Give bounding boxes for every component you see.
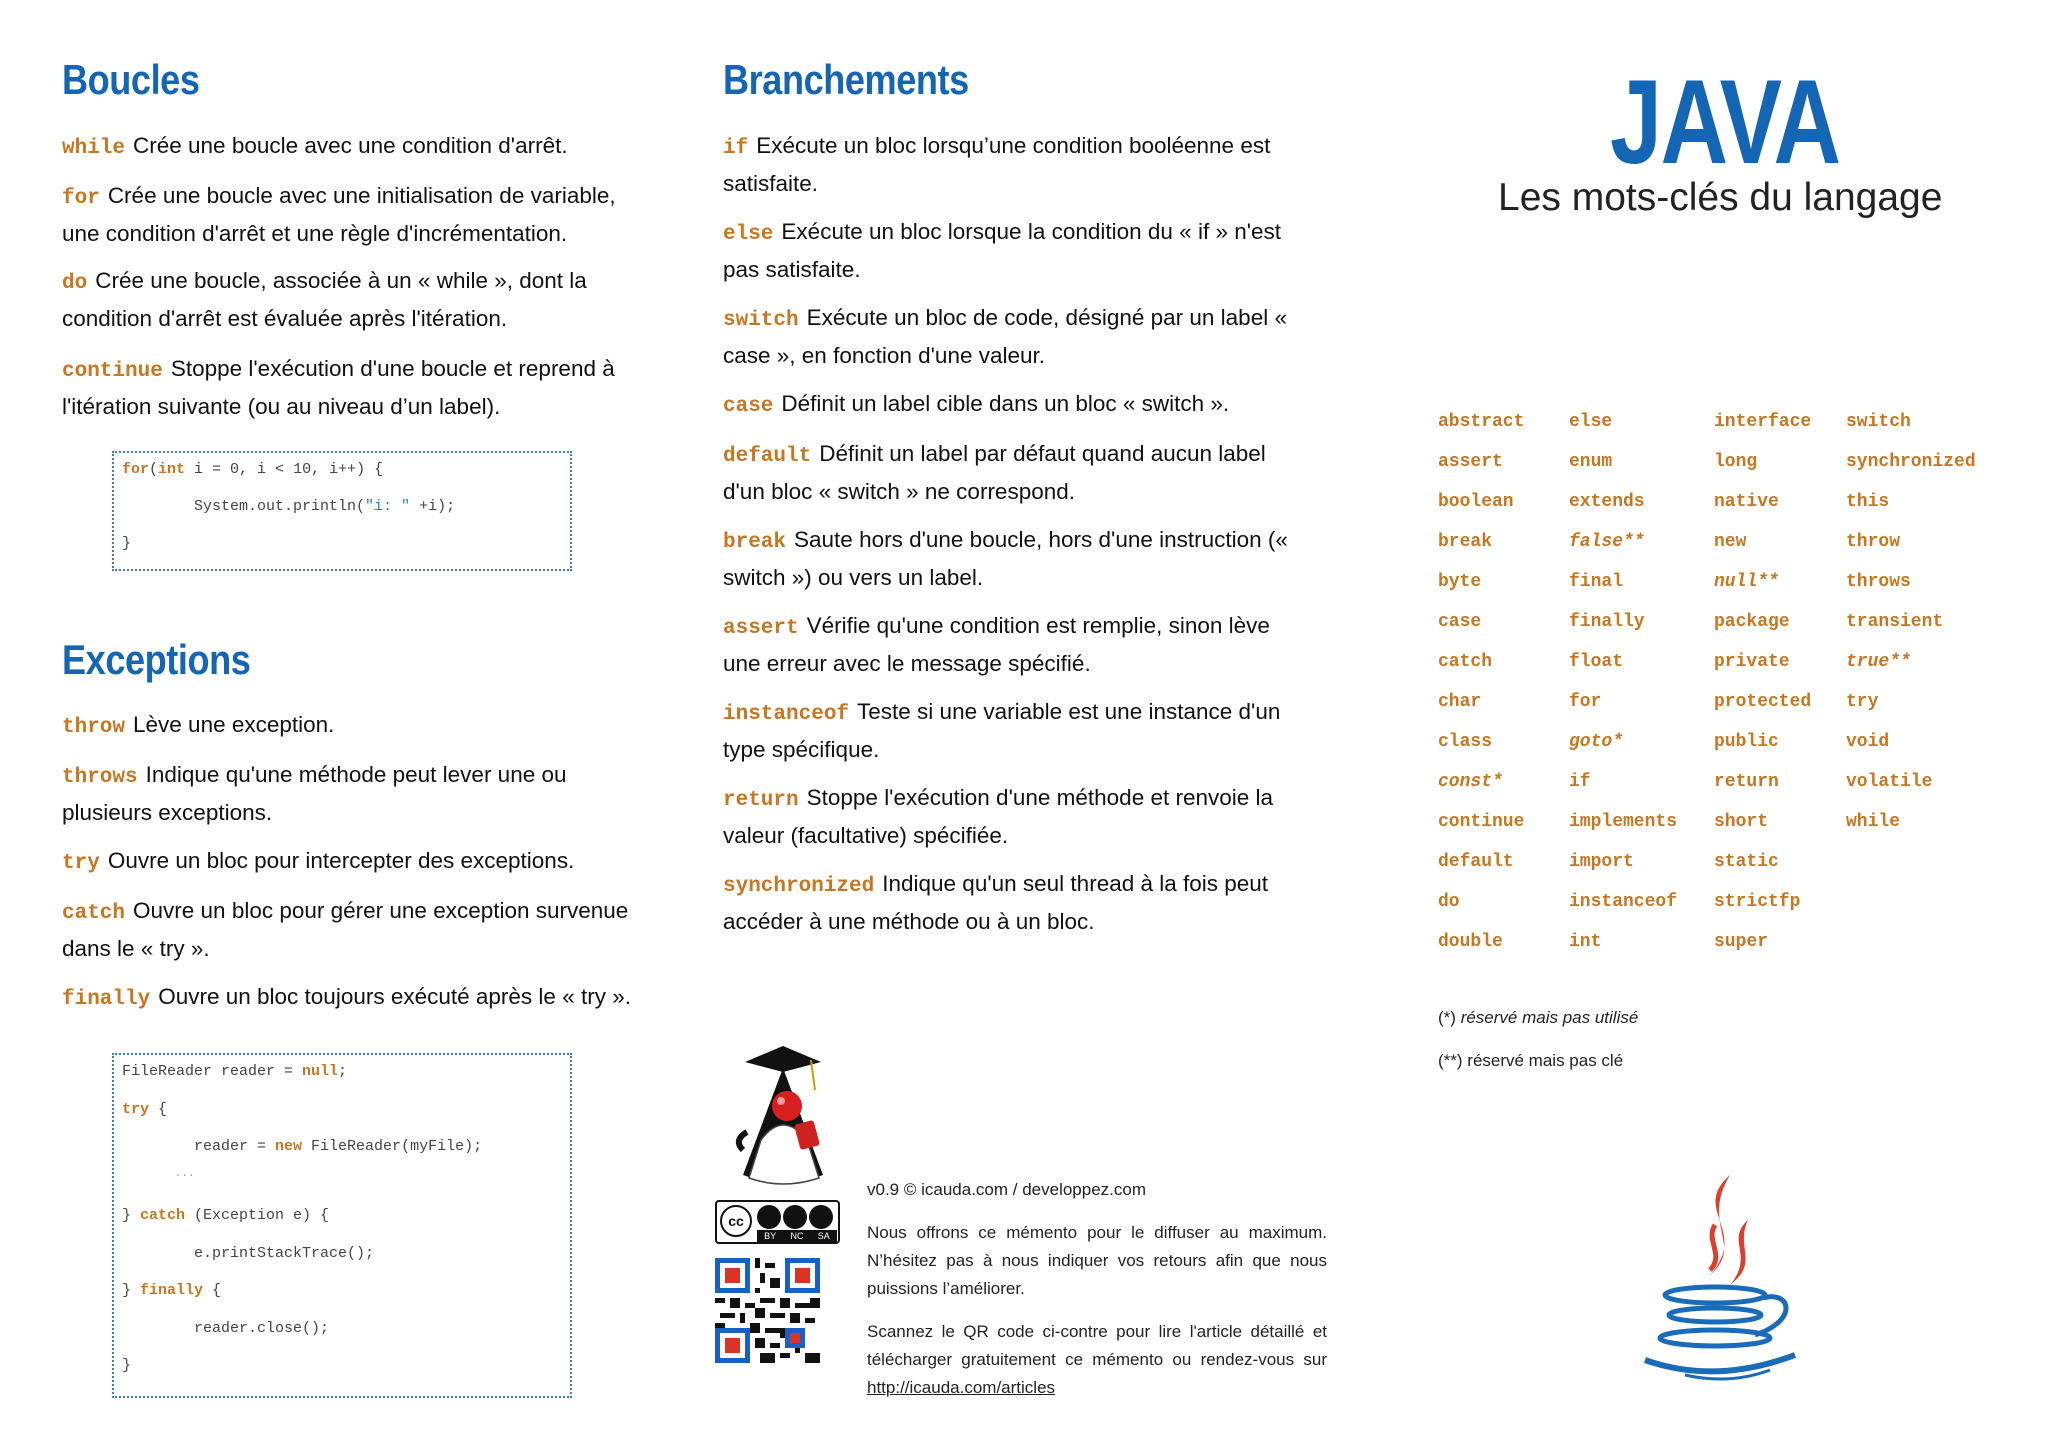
keyword-cell: for	[1569, 692, 1602, 712]
code-line: e.printStackTrace();	[122, 1245, 375, 1262]
keyword: catch	[62, 902, 126, 925]
entry-text: Ouvre un bloc toujours exécuté après le « try ».	[158, 984, 631, 1009]
keyword: assert	[723, 617, 799, 640]
keyword-cell: implements	[1569, 812, 1678, 832]
keyword: break	[723, 531, 787, 554]
keyword-cell: catch	[1438, 652, 1493, 672]
entry-text: Ouvre un bloc pour gérer une exception survenue dans le « try ».	[62, 898, 629, 961]
entry-text: Teste si une variable est une instance d'un type spécifique.	[723, 699, 1281, 762]
entry-text: Crée une boucle avec une initialisation de variable, une condition d'arrêt et une règle d'incrémentation.	[62, 183, 616, 246]
page-title: JAVA	[1610, 55, 1840, 189]
keyword-cell: final	[1569, 572, 1624, 592]
page-subtitle: Les mots-clés du langage	[1498, 176, 1943, 219]
keyword-cell: byte	[1438, 572, 1482, 592]
footnote-mark: (*)	[1438, 1008, 1456, 1027]
keyword-cell: enum	[1569, 452, 1613, 472]
entry-for	[62, 178, 642, 251]
cc-label-by: BY	[764, 1231, 777, 1241]
keyword-cell: void	[1846, 732, 1890, 752]
keyword: finally	[62, 988, 151, 1011]
keyword: if	[723, 137, 749, 160]
keyword: for	[62, 187, 100, 210]
cc-license-badge	[715, 1200, 840, 1244]
keyword-cell: else	[1569, 412, 1613, 432]
cc-label-sa: SA	[817, 1231, 830, 1241]
entry-text: Stoppe l'exécution d'une méthode et renvoie la valeur (facultative) spécifiée.	[723, 785, 1274, 848]
java-coffee-cup-icon	[1630, 1170, 1805, 1390]
keyword: try	[62, 852, 100, 875]
keyword-cell: false**	[1569, 532, 1645, 552]
by-icon	[757, 1205, 781, 1229]
entry-do	[62, 263, 622, 336]
keyword-cell: interface	[1714, 412, 1812, 432]
keyword: while	[62, 137, 126, 160]
entry-throw	[62, 707, 662, 745]
keyword: default	[723, 445, 812, 468]
entry-case	[723, 386, 1308, 424]
keyword-cell: extends	[1569, 492, 1645, 512]
credits-paragraph-1: Nous offrons ce mémento pour le diffuser au maximum. N’hésitez pas à nous indiquer vos retours afin que nous puissions l’améliorer.	[867, 1223, 1327, 1298]
keyword-cell: continue	[1438, 812, 1525, 832]
keyword-cell: package	[1714, 612, 1790, 632]
keyword-cell: import	[1569, 852, 1634, 872]
keyword-cell: true**	[1846, 652, 1911, 672]
keyword-cell: protected	[1714, 692, 1812, 712]
keyword-cell: boolean	[1438, 492, 1514, 512]
sa-icon	[809, 1205, 833, 1229]
section-title-exceptions: Exceptions	[62, 636, 251, 683]
keyword-cell: new	[1714, 532, 1747, 552]
keyword: do	[62, 272, 88, 295]
keyword-cell: synchronized	[1846, 452, 1976, 472]
section-title-boucles: Boucles	[62, 56, 200, 103]
section-title-branchements: Branchements	[723, 56, 969, 103]
entry-catch	[62, 893, 662, 966]
nc-icon	[783, 1205, 807, 1229]
footnote-reserved-unused	[1438, 1008, 1638, 1028]
entry-text: Stoppe l'exécution d'une boucle et reprend à l'itération suivante (ou au niveau d’un label).	[62, 356, 615, 419]
keyword-cell: this	[1846, 492, 1890, 512]
keyword-cell: throw	[1846, 532, 1901, 552]
code-line: FileReader reader = null;	[122, 1063, 348, 1080]
keyword-cell: float	[1569, 652, 1624, 672]
keyword-cell: goto*	[1569, 732, 1624, 752]
entry-return	[723, 780, 1308, 853]
keyword-cell: char	[1438, 692, 1482, 712]
entry-text: Exécute un bloc lorsque la condition du « if » n'est pas satisfaite.	[723, 219, 1282, 282]
entry-text: Saute hors d'une boucle, hors d'une instruction (« switch ») ou vers un label.	[723, 527, 1288, 590]
keyword-cell: case	[1438, 612, 1482, 632]
keyword-cell: const*	[1438, 772, 1503, 792]
keyword-cell: return	[1714, 772, 1779, 792]
entry-text: Crée une boucle, associée à un « while », dont la condition d'arrêt est évaluée après l'itération.	[62, 268, 587, 331]
keyword-cell: long	[1714, 452, 1758, 472]
entry-text: Définit un label cible dans un bloc « switch ».	[781, 391, 1230, 416]
code-line: } catch (Exception e) {	[122, 1207, 330, 1224]
qr-code-icon	[715, 1258, 820, 1363]
entry-instanceof	[723, 694, 1308, 767]
entry-assert	[723, 608, 1308, 681]
keyword-cell: break	[1438, 532, 1493, 552]
entry-continue	[62, 351, 652, 424]
keyword: instanceof	[723, 703, 850, 726]
keyword-cell: finally	[1569, 612, 1645, 632]
keyword-cell: strictfp	[1714, 892, 1801, 912]
keyword-cell: instanceof	[1569, 892, 1678, 912]
keyword: throws	[62, 766, 138, 789]
duke-mascot-icon	[723, 1040, 843, 1190]
articles-link[interactable]: http://icauda.com/articles	[867, 1378, 1056, 1397]
code-line: }	[122, 535, 132, 552]
keyword-cell: while	[1846, 812, 1901, 832]
code-line: System.out.println("i: " +i);	[122, 498, 456, 515]
keyword-cell: assert	[1438, 452, 1503, 472]
entry-else	[723, 214, 1308, 287]
keyword-cell: transient	[1846, 612, 1944, 632]
footnote-text: réservé mais pas utilisé	[1460, 1008, 1639, 1027]
code-line: ...	[122, 1168, 195, 1180]
credits-paragraph-2-text: Scannez le QR code ci-contre pour lire l'article détaillé et télécharger gratuitement ce mémento ou rendez-vous sur	[867, 1322, 1327, 1369]
footnote-reserved-not-keyword: (**) réservé mais pas clé	[1438, 1051, 1624, 1070]
code-line: reader = new FileReader(myFile);	[122, 1138, 483, 1155]
code-line: try {	[122, 1101, 168, 1118]
keyword-cell: super	[1714, 932, 1769, 952]
keyword: else	[723, 223, 774, 246]
keyword-cell: abstract	[1438, 412, 1525, 432]
credits-paragraph-2	[867, 1318, 1327, 1402]
entry-if	[723, 128, 1308, 201]
keyword-cell: do	[1438, 892, 1460, 912]
keyword-cell: public	[1714, 732, 1779, 752]
keyword: switch	[723, 309, 799, 332]
keyword-cell: class	[1438, 732, 1493, 752]
cc-label-nc: NC	[790, 1231, 804, 1241]
version-text: v0.9 © icauda.com / developpez.com	[867, 1180, 1147, 1199]
entry-throws	[62, 757, 622, 830]
entry-text: Vérifie qu'une condition est remplie, sinon lève une erreur avec le message spécifié.	[723, 613, 1270, 676]
entry-while	[62, 128, 662, 166]
keyword-cell: default	[1438, 852, 1514, 872]
keyword-cell: static	[1714, 852, 1779, 872]
keyword: return	[723, 789, 799, 812]
entry-switch	[723, 300, 1308, 373]
keyword-cell: if	[1569, 772, 1591, 792]
entry-text: Indique qu'un seul thread à la fois peut accéder à une méthode ou à un bloc.	[723, 871, 1269, 934]
entry-break	[723, 522, 1308, 595]
keyword-cell: double	[1438, 932, 1503, 952]
entry-try	[62, 843, 662, 881]
entry-text: Exécute un bloc lorsqu’une condition booléenne est satisfaite.	[723, 133, 1271, 196]
entry-text: Indique qu'une méthode peut lever une ou plusieurs exceptions.	[62, 762, 567, 825]
keyword-cell: int	[1569, 932, 1602, 952]
entry-synchronized	[723, 866, 1308, 939]
code-example-exception	[112, 1053, 572, 1398]
entry-text: Lève une exception.	[133, 712, 335, 737]
code-line: for(int i = 0, i < 10, i++) {	[122, 461, 384, 478]
keyword-cell: try	[1846, 692, 1879, 712]
entry-text: Crée une boucle avec une condition d'arrêt.	[133, 133, 568, 158]
keyword-cell: switch	[1846, 412, 1911, 432]
keyword-cell: volatile	[1846, 772, 1933, 792]
keyword-cell: null**	[1714, 572, 1779, 592]
cc-icon: cc	[720, 1205, 752, 1237]
keyword: synchronized	[723, 875, 875, 898]
code-line: }	[122, 1357, 132, 1374]
code-line: } finally {	[122, 1282, 222, 1299]
entry-finally	[62, 979, 682, 1017]
keyword-cell: short	[1714, 812, 1769, 832]
entry-default	[723, 436, 1308, 509]
keyword: continue	[62, 360, 163, 383]
entry-text: Définit un label par défaut quand aucun label d'un bloc « switch » ne correspond.	[723, 441, 1266, 504]
keyword-cell: private	[1714, 652, 1790, 672]
cc-labels	[757, 1230, 837, 1242]
entry-text: Ouvre un bloc pour intercepter des exceptions.	[107, 848, 575, 873]
keyword-cell: throws	[1846, 572, 1911, 592]
keyword-cell: native	[1714, 492, 1779, 512]
keyword: case	[723, 395, 774, 418]
entry-text: Exécute un bloc de code, désigné par un label « case », en fonction d'une valeur.	[723, 305, 1287, 368]
code-line: reader.close();	[122, 1320, 330, 1337]
code-example-loop	[112, 451, 572, 571]
keyword: throw	[62, 716, 126, 739]
